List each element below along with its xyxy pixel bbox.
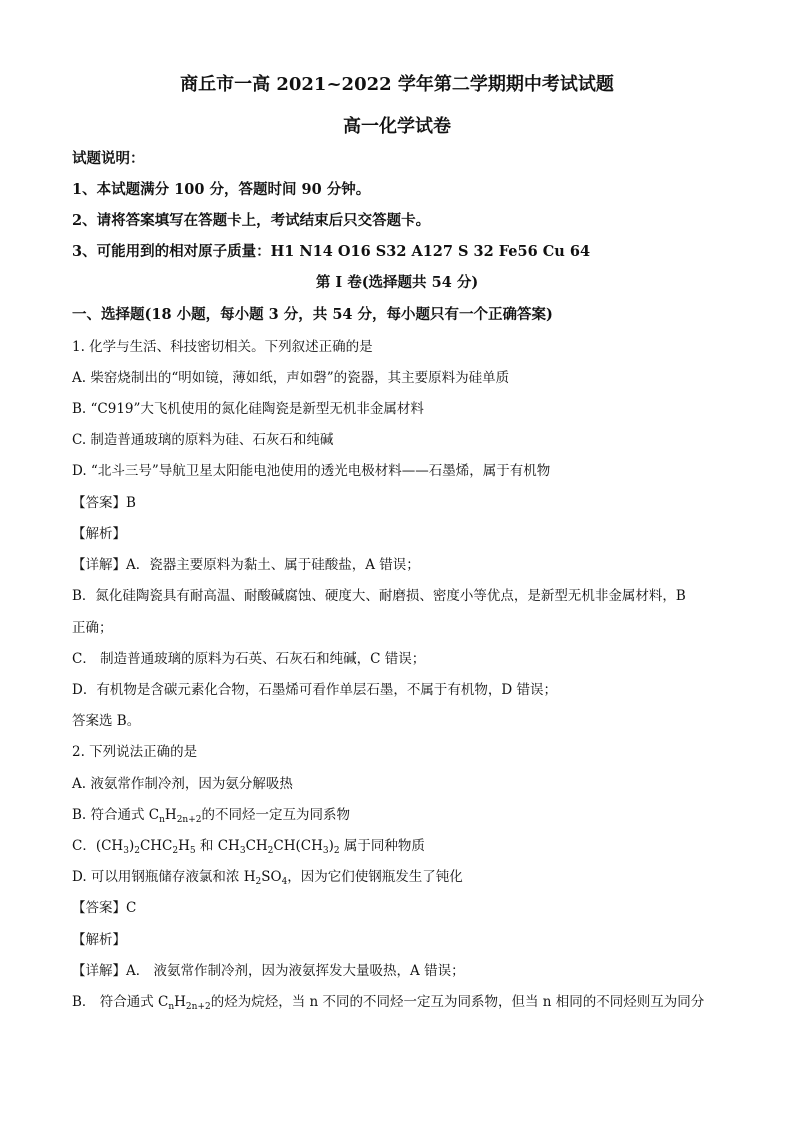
q1-detail-d: D．有机物是含碳元素化合物，石墨烯可看作单层石墨，不属于有机物，D 错误；: [72, 682, 557, 698]
q1-detail-b-line2: 正确；: [72, 620, 113, 636]
subscript: 2: [134, 846, 140, 856]
subscript: 2: [255, 877, 262, 887]
text: ): [128, 838, 135, 854]
text: B． 符合通式 C: [72, 994, 169, 1010]
subscript: 3: [123, 846, 129, 856]
q2-detail-a: [72, 961, 465, 981]
section-heading: 一、选择题(18 小题，每小题 3 分，共 54 分，每小题只有一个正确答案): [72, 306, 553, 323]
answer-value: B: [126, 495, 136, 511]
q1-detail-c: C． 制造普通玻璃的原料为石英、石灰石和纯碱，C 错误；: [72, 651, 426, 667]
text: 的不同烃一定互为同系物: [201, 807, 350, 823]
text: H: [178, 838, 190, 854]
q1-conclusion: 答案选 B。: [72, 713, 141, 729]
exam-subtitle: 高一化学试卷: [343, 116, 451, 137]
q1-answer: [72, 493, 136, 513]
subscript: 2: [172, 846, 179, 856]
q1-detail-b-line1: B．氮化硅陶瓷具有耐高温、耐酸碱腐蚀、硬度大、耐磨损、密度小等优点，是新型无机非金属材料，B: [72, 588, 686, 604]
text: CH: [245, 838, 268, 854]
subscript: 3: [322, 846, 329, 856]
subscript: 3: [239, 846, 246, 856]
text: D. 可以用钢瓶储存液氯和浓 H: [72, 869, 256, 885]
q1-option-c: C. 制造普通玻璃的原料为硅、石灰石和纯碱: [72, 432, 334, 448]
text: 和 CH: [195, 838, 240, 854]
subscript: n: [159, 815, 165, 825]
text: H: [174, 994, 186, 1010]
q1-option-a: A. 柴窑烧制出的“明如镜，薄如纸，声如磬”的瓷器，其主要原料为硅单质: [72, 370, 510, 386]
answer-tag: 【答案】: [72, 495, 126, 511]
text: H: [164, 807, 177, 823]
q1-option-b: B. “C919”大飞机使用的氮化硅陶瓷是新型无机非金属材料: [72, 401, 424, 417]
q2-option-a: A. 液氨常作制冷剂，因为氨分解吸热: [72, 776, 293, 792]
subscript: 2n+2: [185, 1002, 211, 1012]
instruction-item-2: 2、请将答案填写在答题卡上，考试结束后只交答题卡。: [72, 212, 431, 229]
text: 的烃为烷烃，当 n 不同的不同烃一定互为同系物，但当 n 相同的不同烃则互为同分: [210, 994, 705, 1010]
text: SO: [261, 869, 282, 885]
q2-detail-b: [72, 992, 704, 1012]
detail-text: A．瓷器主要原料为黏土、属于硅酸盐，A 错误；: [126, 557, 420, 573]
answer-value: C: [126, 900, 137, 916]
text: C．(CH: [72, 838, 124, 854]
instruction-item-1: 1、本试题满分 100 分，答题时间 90 分钟。: [72, 181, 371, 198]
subscript: 2n+2: [176, 815, 202, 825]
subscript: 5: [189, 846, 196, 856]
q1-analysis-tag: 【解析】: [72, 526, 126, 542]
q2-stem: 2. 下列说法正确的是: [72, 744, 198, 760]
q2-option-c: [72, 836, 425, 856]
subscript: 4: [281, 877, 288, 887]
text: ，因为它们使钢瓶发生了钝化: [287, 869, 463, 885]
instructions-heading: 试题说明：: [72, 150, 145, 167]
q2-option-d: [72, 867, 463, 887]
answer-tag: 【答案】: [72, 900, 126, 916]
subscript: n: [168, 1002, 175, 1012]
q1-stem: 1. 化学与生活、科技密切相关。下列叙述正确的是: [72, 339, 373, 355]
detail-tag: 【详解】: [72, 963, 126, 979]
exam-title: 商丘市一高 2021~2022 学年第二学期期中考试试题: [180, 74, 614, 95]
q2-option-b: [72, 805, 350, 825]
subscript: 2: [267, 846, 274, 856]
text: ): [328, 838, 334, 854]
text: B. 符合通式 C: [72, 807, 160, 823]
part-title: 第 I 卷(选择题共 54 分): [315, 274, 479, 291]
detail-text: A． 液氨常作制冷剂，因为液氨挥发大量吸热，A 错误；: [126, 963, 465, 979]
q2-analysis-tag: 【解析】: [72, 932, 126, 948]
q1-option-d: D. “北斗三号”导航卫星太阳能电池使用的透光电极材料——石墨烯，属于有机物: [72, 463, 551, 479]
text: 属于同种物质: [339, 838, 425, 854]
instruction-item-3: 3、可能用到的相对原子质量：H1 N14 O16 S32 A127 S 32 Fe56 Cu 64: [72, 243, 591, 260]
text: CH(CH: [273, 838, 323, 854]
detail-tag: 【详解】: [72, 557, 126, 573]
subscript: 2: [333, 846, 340, 856]
q1-detail-a: [72, 555, 420, 575]
text: CHC: [139, 838, 173, 854]
q2-answer: [72, 898, 136, 918]
